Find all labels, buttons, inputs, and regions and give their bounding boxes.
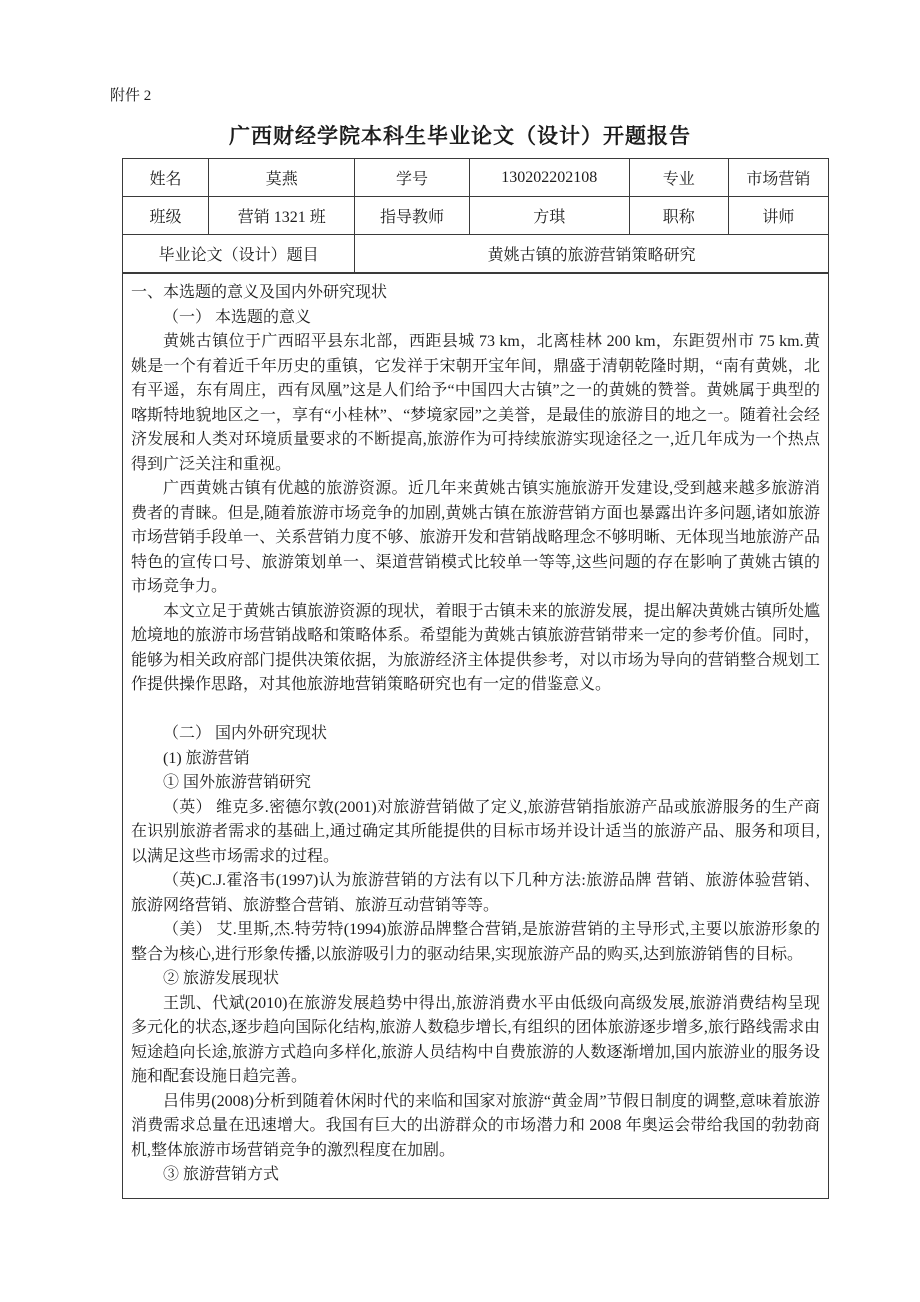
advisor-value: 方琪 bbox=[469, 197, 629, 235]
body-paragraph: 一、本选题的意义及国内外研究现状 bbox=[131, 284, 388, 301]
body-paragraph: ① 国外旅游营销研究 bbox=[163, 774, 312, 791]
body-paragraph: 吕伟男(2008)分析到随着休闲时代的来临和国家对旅游“黄金周”节假日制度的调整,意味着旅游消费需求总量在迅速增大。我国有巨大的出游群众的市场潜力和 2008 年奥运会带给我国的勃勃商机,整体旅游市场营销竞争的激烈程度在加剧。 bbox=[131, 1092, 820, 1159]
page-title: 广西财经学院本科生毕业论文（设计）开题报告 bbox=[229, 125, 691, 148]
table-row bbox=[123, 159, 829, 197]
body-paragraph: 广西黄姚古镇有优越的旅游资源。近几年来黄姚古镇实施旅游开发建设,受到越来越多旅游消费者的青睐。但是,随着旅游市场竞争的加剧,黄姚古镇在旅游营销方面也暴露出许多问题,诸如旅游市场营销手段单一、关系营销力度不够、旅游开发和营销战略理念不够明晰、无体现当地旅游产品特色的宣传口号、旅游策划单一、渠道营销模式比较单一等等,这些问题的存在影响了黄姚古镇的市场竞争力。 bbox=[131, 480, 820, 595]
body-paragraph: 黄姚古镇位于广西昭平县东北部，西距县城 73 km，北离桂林 200 km，东距贺州市 75 km.黄姚是一个有着近千年历史的重镇，它发祥于宋朝开宝年间，鼎盛于清朝乾隆时期，“南有黄姚，北有平遥，东有周庄，西有凤凰”这是人们给予“中国四大古镇”之一的黄姚的赞誉。黄姚属于典型的喀斯特地貌地区之一，享有“小桂林”、“梦境家园”之美誉，是最佳的旅游目的地之一。随着社会经济发展和人类对环境质量要求的不断提高,旅游作为可持续旅游实现途径之一,近几年成为一个热点得到广泛关注和重视。 bbox=[131, 333, 820, 473]
table-row bbox=[123, 235, 829, 273]
report-content bbox=[122, 158, 829, 1199]
body-paragraph: （二） 国内外研究现状 bbox=[163, 725, 328, 742]
body-paragraph: （英） 维克多.密德尔敦(2001)对旅游营销做了定义,旅游营销指旅游产品或旅游服务的生产商在识别旅游者需求的基础上,通过确定其所能提供的目标市场并设计适当的旅游产品、服务和项目,以满足这些市场需求的过程。 bbox=[131, 798, 820, 865]
report-body bbox=[122, 273, 829, 1199]
advisor-label: 指导教师 bbox=[355, 197, 469, 235]
class-value: 营销 1321 班 bbox=[209, 197, 355, 235]
body-paragraph: ② 旅游发展现状 bbox=[163, 970, 280, 987]
body-paragraph: （美） 艾.里斯,杰.特劳特(1994)旅游品牌整合营销,是旅游营销的主导形式,主要以旅游形象的整合为核心,进行形象传播,以旅游吸引力的驱动结果,实现旅游产品的购买,达到旅游销售的目标。 bbox=[131, 921, 820, 963]
thesis-title-label: 毕业论文（设计）题目 bbox=[123, 235, 355, 273]
name-value: 莫燕 bbox=[209, 159, 355, 197]
body-blank-line bbox=[131, 698, 820, 723]
body-paragraph: （英)C.J.霍洛韦(1997)认为旅游营销的方法有以下几种方法:旅游品牌 营销、旅游体验营销、旅游网络营销、旅游整合营销、旅游互动营销等等。 bbox=[131, 872, 820, 914]
major-value: 市场营销 bbox=[728, 159, 828, 197]
student-info-table bbox=[122, 158, 829, 273]
thesis-title-value: 黄姚古镇的旅游营销策略研究 bbox=[355, 235, 829, 273]
student-id-label: 学号 bbox=[355, 159, 469, 197]
body-paragraph: ③ 旅游营销方式 bbox=[163, 1166, 280, 1183]
major-label: 专业 bbox=[629, 159, 728, 197]
body-paragraph: 王凯、代斌(2010)在旅游发展趋势中得出,旅游消费水平由低级向高级发展,旅游消费结构呈现多元化的状态,逐步趋向国际化结构,旅游人数稳步增长,有组织的团体旅游逐步增多,旅行路线需求由短途趋向长途,旅游方式趋向多样化,旅游人员结构中自费旅游的人数逐渐增加,国内旅游业的服务设施和配套设施日趋完善。 bbox=[131, 994, 820, 1085]
class-label: 班级 bbox=[123, 197, 209, 235]
table-row bbox=[123, 197, 829, 235]
body-paragraph: 本文立足于黄姚古镇旅游资源的现状，着眼于古镇未来的旅游发展，提出解决黄姚古镇所处尴尬境地的旅游市场营销战略和策略体系。希望能为黄姚古镇旅游营销带来一定的参考价值。同时，能够为相关政府部门提供决策依据，为旅游经济主体提供参考，对以市场为导向的营销整合规划工作提供操作思路，对其他旅游地营销策略研究也有一定的借鉴意义。 bbox=[131, 602, 820, 693]
name-label: 姓名 bbox=[123, 159, 209, 197]
body-paragraph: (1) 旅游营销 bbox=[163, 749, 250, 767]
title-rank-label: 职称 bbox=[629, 197, 728, 235]
attachment-label: 附件 2 bbox=[110, 88, 152, 104]
title-rank-value: 讲师 bbox=[728, 197, 828, 235]
student-id-value: 130202202108 bbox=[469, 159, 629, 197]
body-paragraph: （一） 本选题的意义 bbox=[163, 308, 312, 326]
